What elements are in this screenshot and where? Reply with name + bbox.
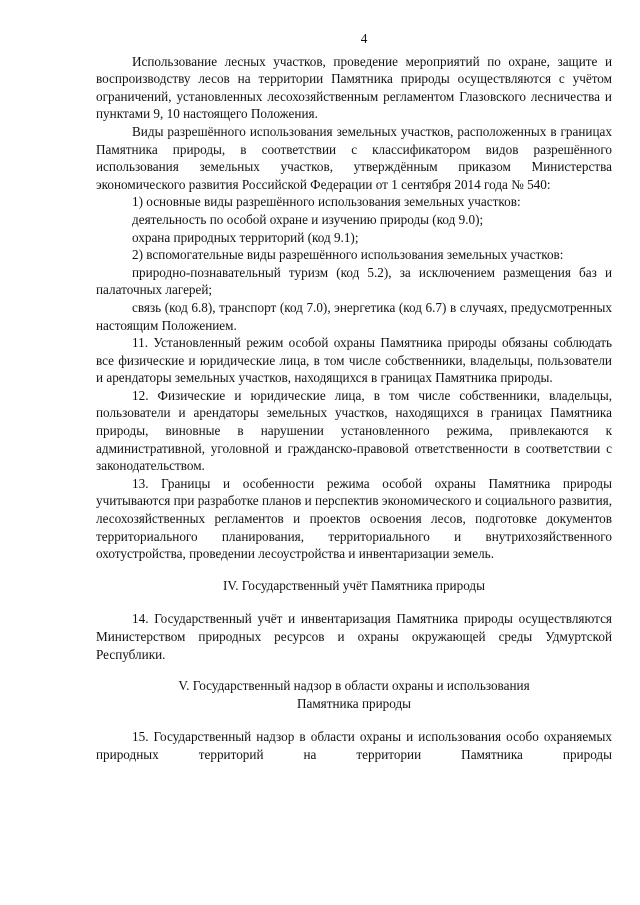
page-number: 4	[360, 31, 368, 46]
paragraph-nature-protection: деятельность по особой охране и изучению природы (код 9.0);	[132, 211, 484, 227]
paragraph-forest-use: Использование лесных участков, проведение мероприятий по охране, защите и воспроизводству лесов на территории Памятника природы осуществляются с учётом ограничений, установленных лесохозяйственным регламентом Глазовского лесничества и пунктами 9, 10 настоящего Положения.	[96, 53, 612, 122]
paragraph-territory-protection: охрана природных территорий (код 9.1);	[132, 229, 359, 245]
paragraph-auxiliary-use-types: 2) вспомогательные виды разрешённого использования земельных участков:	[132, 247, 564, 263]
paragraph-11: 11. Установленный режим особой охраны Памятника природы обязаны соблюдать все физические и юридические лица, в том числе собственники, владельцы, пользователи и арендаторы земельных участков, находящихся в границах Памятника природы.	[96, 335, 612, 386]
paragraph-communications: связь (код 6.8), транспорт (код 7.0), энергетика (код 6.7) в случаях, предусмотренных настоящим Положением.	[96, 299, 612, 333]
body-text-before	[96, 53, 612, 563]
paragraph-13: 13. Границы и особенности режима особой охраны Памятника природы учитываются при разработке планов и перспектив экономического и социального развития, лесохозяйственных регламентов и проектов освоения лесов, подготовке документов территориального планирования, территориального и внутрихозяйственного охотустройства, проведении лесоустройства и инвентаризации земель.	[96, 475, 612, 562]
paragraph-land-use-types: Виды разрешённого использования земельных участков, расположенных в границах Памятника природы, в соответствии с классификатором видов разрешённого использования земельных участков, утверждённым приказом Министерства экономического развития Российской Федерации от 1 сентября 2014 года № 540:	[96, 123, 612, 192]
section-4-heading: IV. Государственный учёт Памятника природы	[223, 577, 485, 593]
paragraph-14: 14. Государственный учёт и инвентаризация Памятника природы осуществляются Министерством природных ресурсов и охраны окружающей среды Удмуртской Республики.	[96, 611, 612, 662]
section-5-heading	[96, 677, 612, 712]
paragraph-12: 12. Физические и юридические лица, в том числе собственники, владельцы, пользователи и арендаторы земельных участков, находящихся в границах Памятника природы, виновные в нарушении установленного режима, привлекаются к административной, уголовной и гражданско-правовой ответственности в соответствии с законодательством.	[96, 387, 612, 474]
section-5-heading-line-2: Памятника природы	[296, 695, 412, 711]
paragraph-main-use-types: 1) основные виды разрешённого использования земельных участков:	[132, 194, 521, 210]
paragraph-15: 15. Государственный надзор в области охраны и использования особо охраняемых природных территорий на территории Памятника природы	[96, 729, 612, 762]
paragraph-tourism: природно-познавательный туризм (код 5.2), за исключением размещения баз и палаточных лагерей;	[96, 264, 612, 298]
section-5-heading-line-1: V. Государственный надзор в области охраны и использования	[178, 678, 530, 694]
